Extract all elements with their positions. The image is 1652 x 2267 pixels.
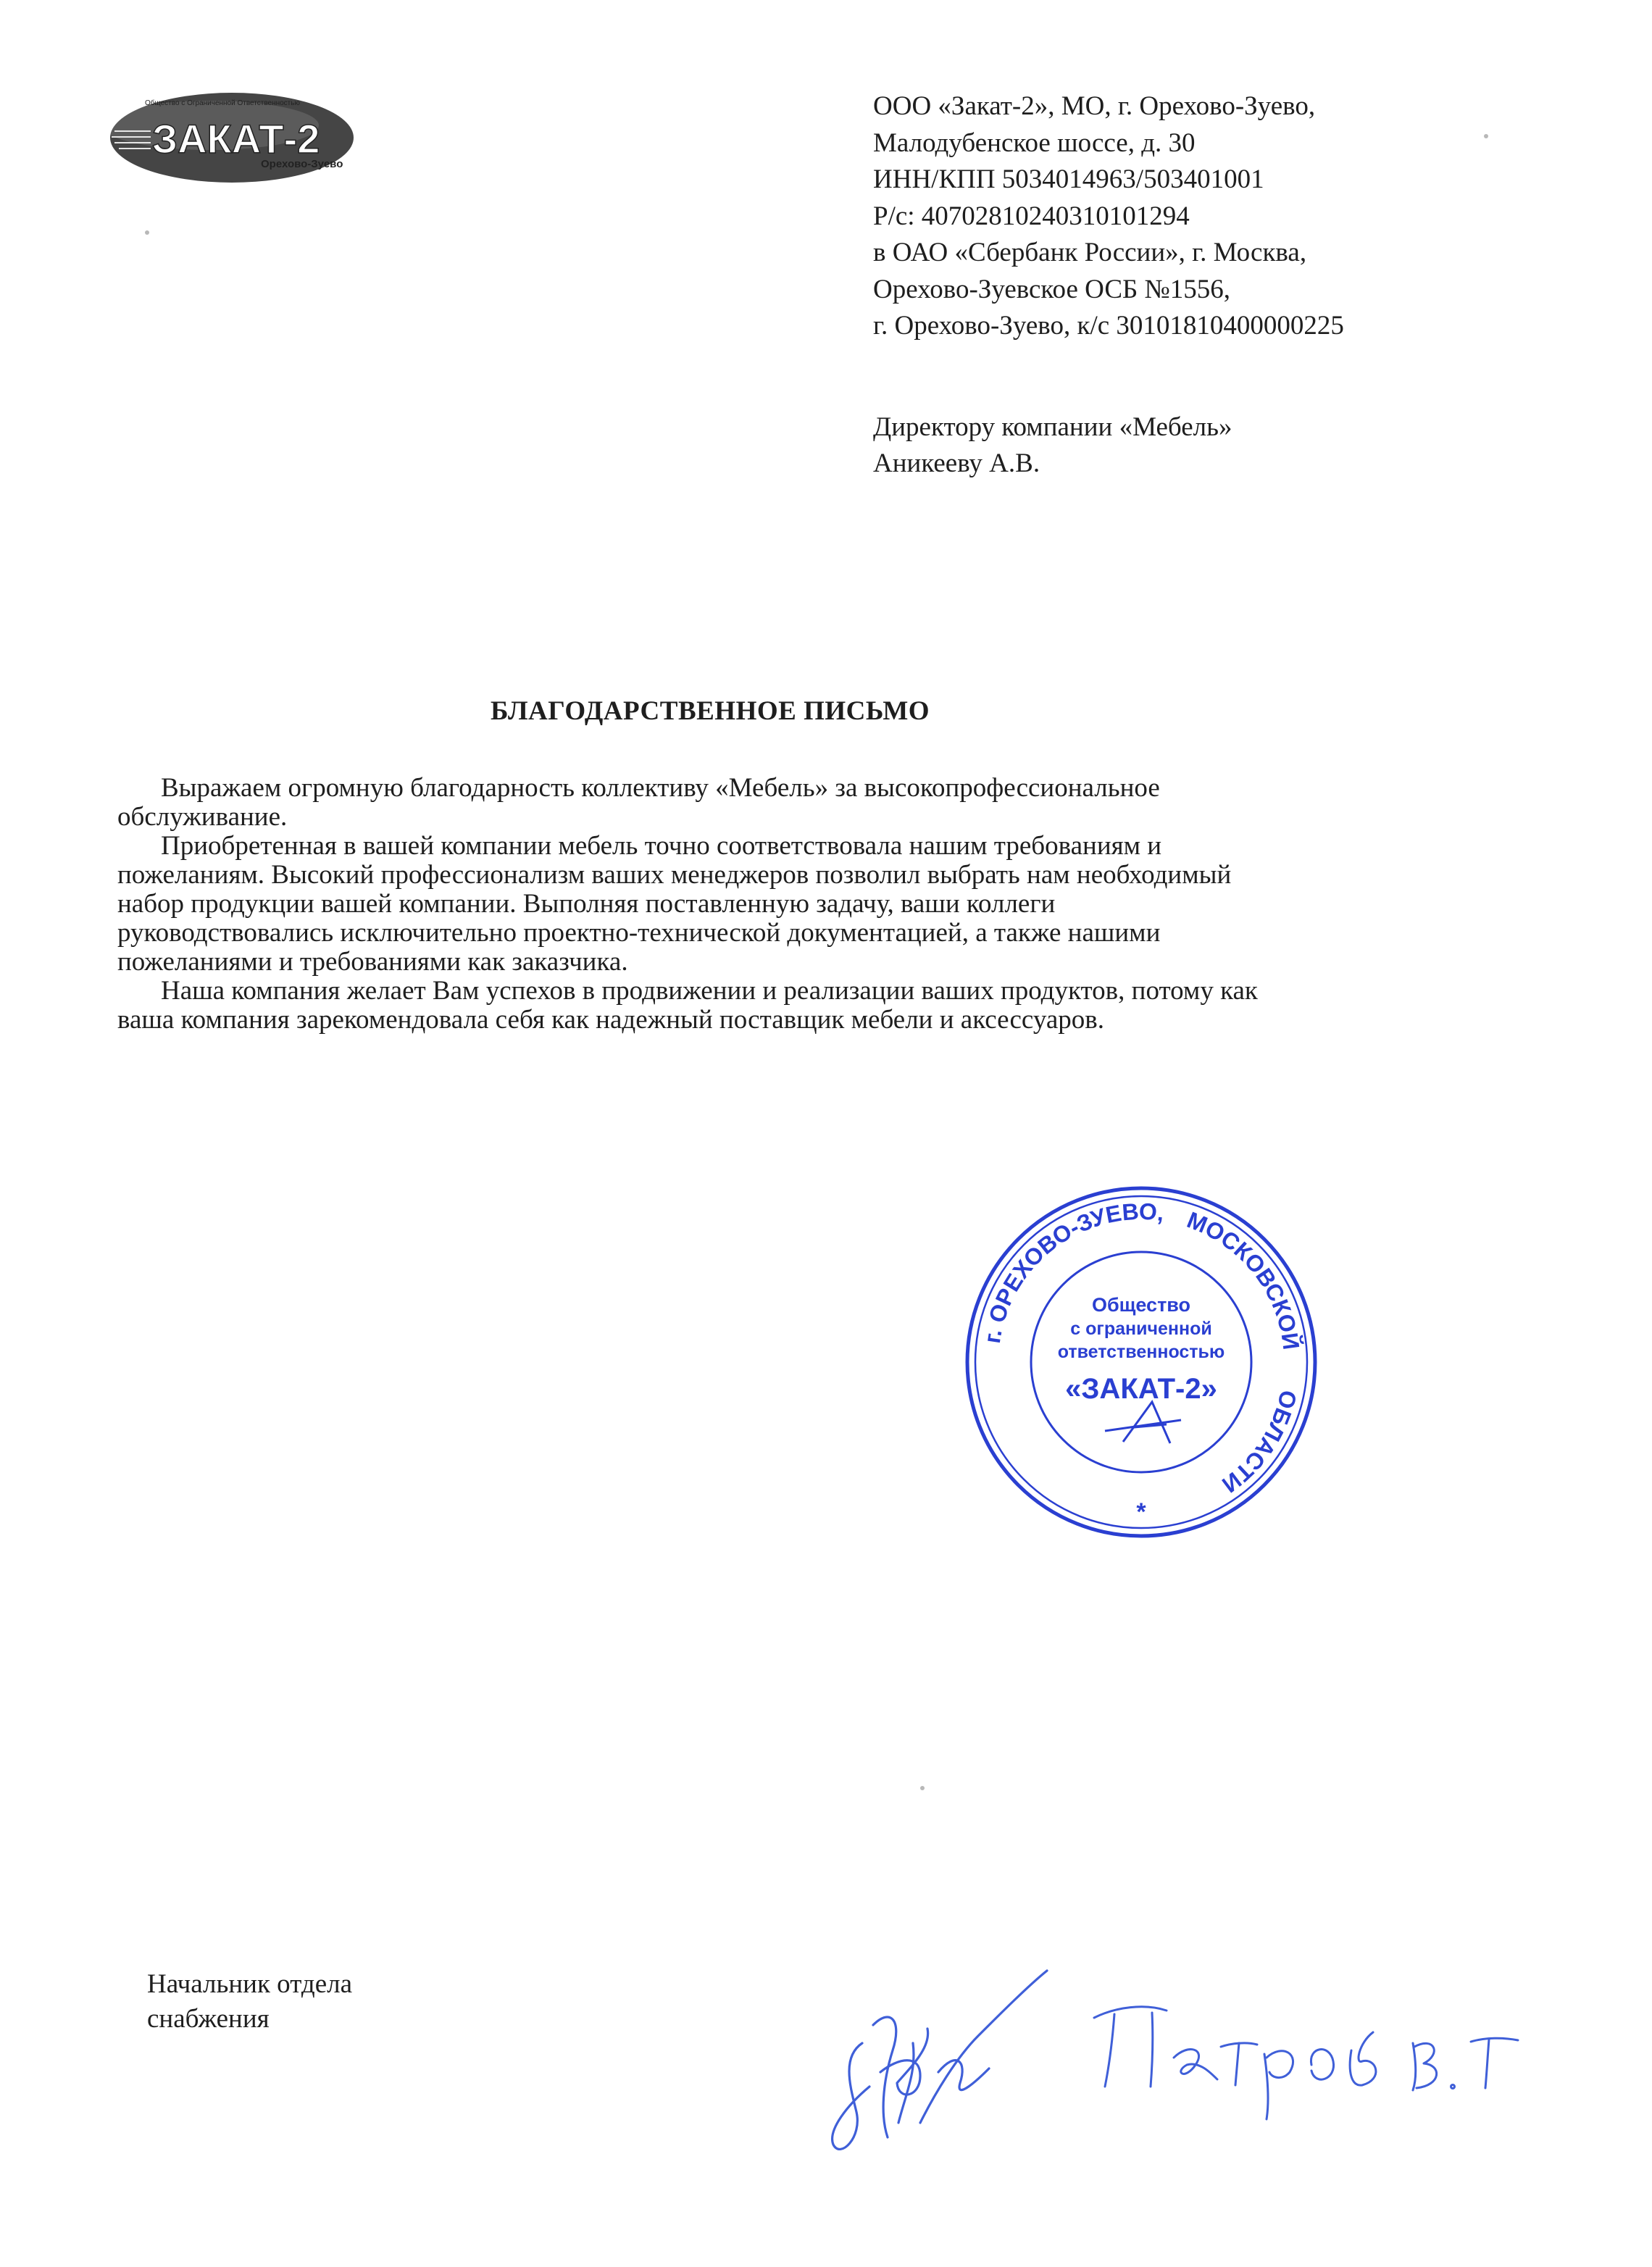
scan-speck (1484, 134, 1488, 138)
sender-line: Малодубенское шоссе, д. 30 (873, 128, 1196, 158)
stamp-ring-right: ОБЛАСТИ (1217, 1387, 1302, 1498)
body-line: руководствовались исключительно проектно-технической документацией, а также нашими (117, 918, 1161, 948)
body-line: набор продукции вашей компании. Выполняя поставленную задачу, ваши коллеги (117, 889, 1056, 919)
svg-text:Общество с Ограниченной Ответс: Общество с Ограниченной Ответственностью (145, 99, 300, 107)
stamp-star: * (1136, 1498, 1146, 1526)
company-stamp (960, 1181, 1322, 1543)
svg-text:ЗАКАТ-2: ЗАКАТ-2 (152, 116, 320, 162)
sender-line: ИНН/КПП 5034014963/503401001 (873, 164, 1264, 194)
position-line: снабжения (147, 2004, 270, 2034)
body-line: обслуживание. (117, 802, 288, 832)
scan-speck (920, 1786, 925, 1790)
body-line: пожеланиям. Высокий профессионализм ваших менеджеров позволил выбрать нам необходимый (117, 860, 1232, 890)
handwritten-signature (812, 1956, 1551, 2174)
company-logo (94, 83, 413, 192)
stamp-center-line1: Общество (1091, 1294, 1191, 1316)
sender-line: г. Орехово-Зуево, к/с 30101810400000225 (873, 311, 1344, 341)
svg-text:Орехово-Зуево: Орехово-Зуево (261, 158, 343, 170)
sender-line: в ОАО «Сбербанк России», г. Москва, (873, 238, 1307, 267)
body-line: пожеланиями и требованиями как заказчика. (117, 947, 628, 977)
position-line: Начальник отдела (147, 1969, 353, 1999)
svg-text:ОБЛАСТИ (1217, 1387, 1302, 1498)
addressee (873, 409, 1598, 482)
stamp-ring-top: МОСКОВСКОЙ (1183, 1206, 1305, 1352)
addressee-line: Аникееву А.В. (873, 448, 1040, 478)
sender-line: Р/с: 40702810240310101294 (873, 201, 1190, 231)
signatory-position (147, 1967, 352, 2037)
body-line: Наша компания желает Вам успехов в продвижении и реализации ваших продуктов, потому как (161, 976, 1258, 1006)
body-line: Приобретенная в вашей компании мебель точно соответствовала нашим требованиям и (161, 831, 1162, 861)
letter-body (117, 774, 1538, 1035)
addressee-line: Директору компании «Мебель» (873, 412, 1232, 442)
sender-details (873, 88, 1598, 345)
stamp-center-name: «ЗАКАТ-2» (1065, 1373, 1217, 1405)
stamp-emblem (1105, 1402, 1181, 1443)
sender-line: Орехово-Зуевское ОСБ №1556, (873, 274, 1231, 304)
sender-line: ООО «Закат-2», МО, г. Орехово-Зуево, (873, 91, 1316, 121)
letter-title: БЛАГОДАРСТВЕННОЕ ПИСЬМО (490, 696, 930, 726)
stamp-center-line2: с ограниченной (1070, 1319, 1212, 1339)
body-line: ваша компания зарекомендовала себя как надежный поставщик мебели и аксессуаров. (117, 1005, 1104, 1035)
stamp-center-line3: ответственностью (1057, 1342, 1225, 1362)
stamp-ring-left: г. ОРЕХОВО-ЗУЕВО, (978, 1198, 1166, 1345)
body-line: Выражаем огромную благодарность коллективу «Мебель» за высокопрофессиональное (161, 773, 1160, 803)
scan-speck (145, 230, 149, 235)
